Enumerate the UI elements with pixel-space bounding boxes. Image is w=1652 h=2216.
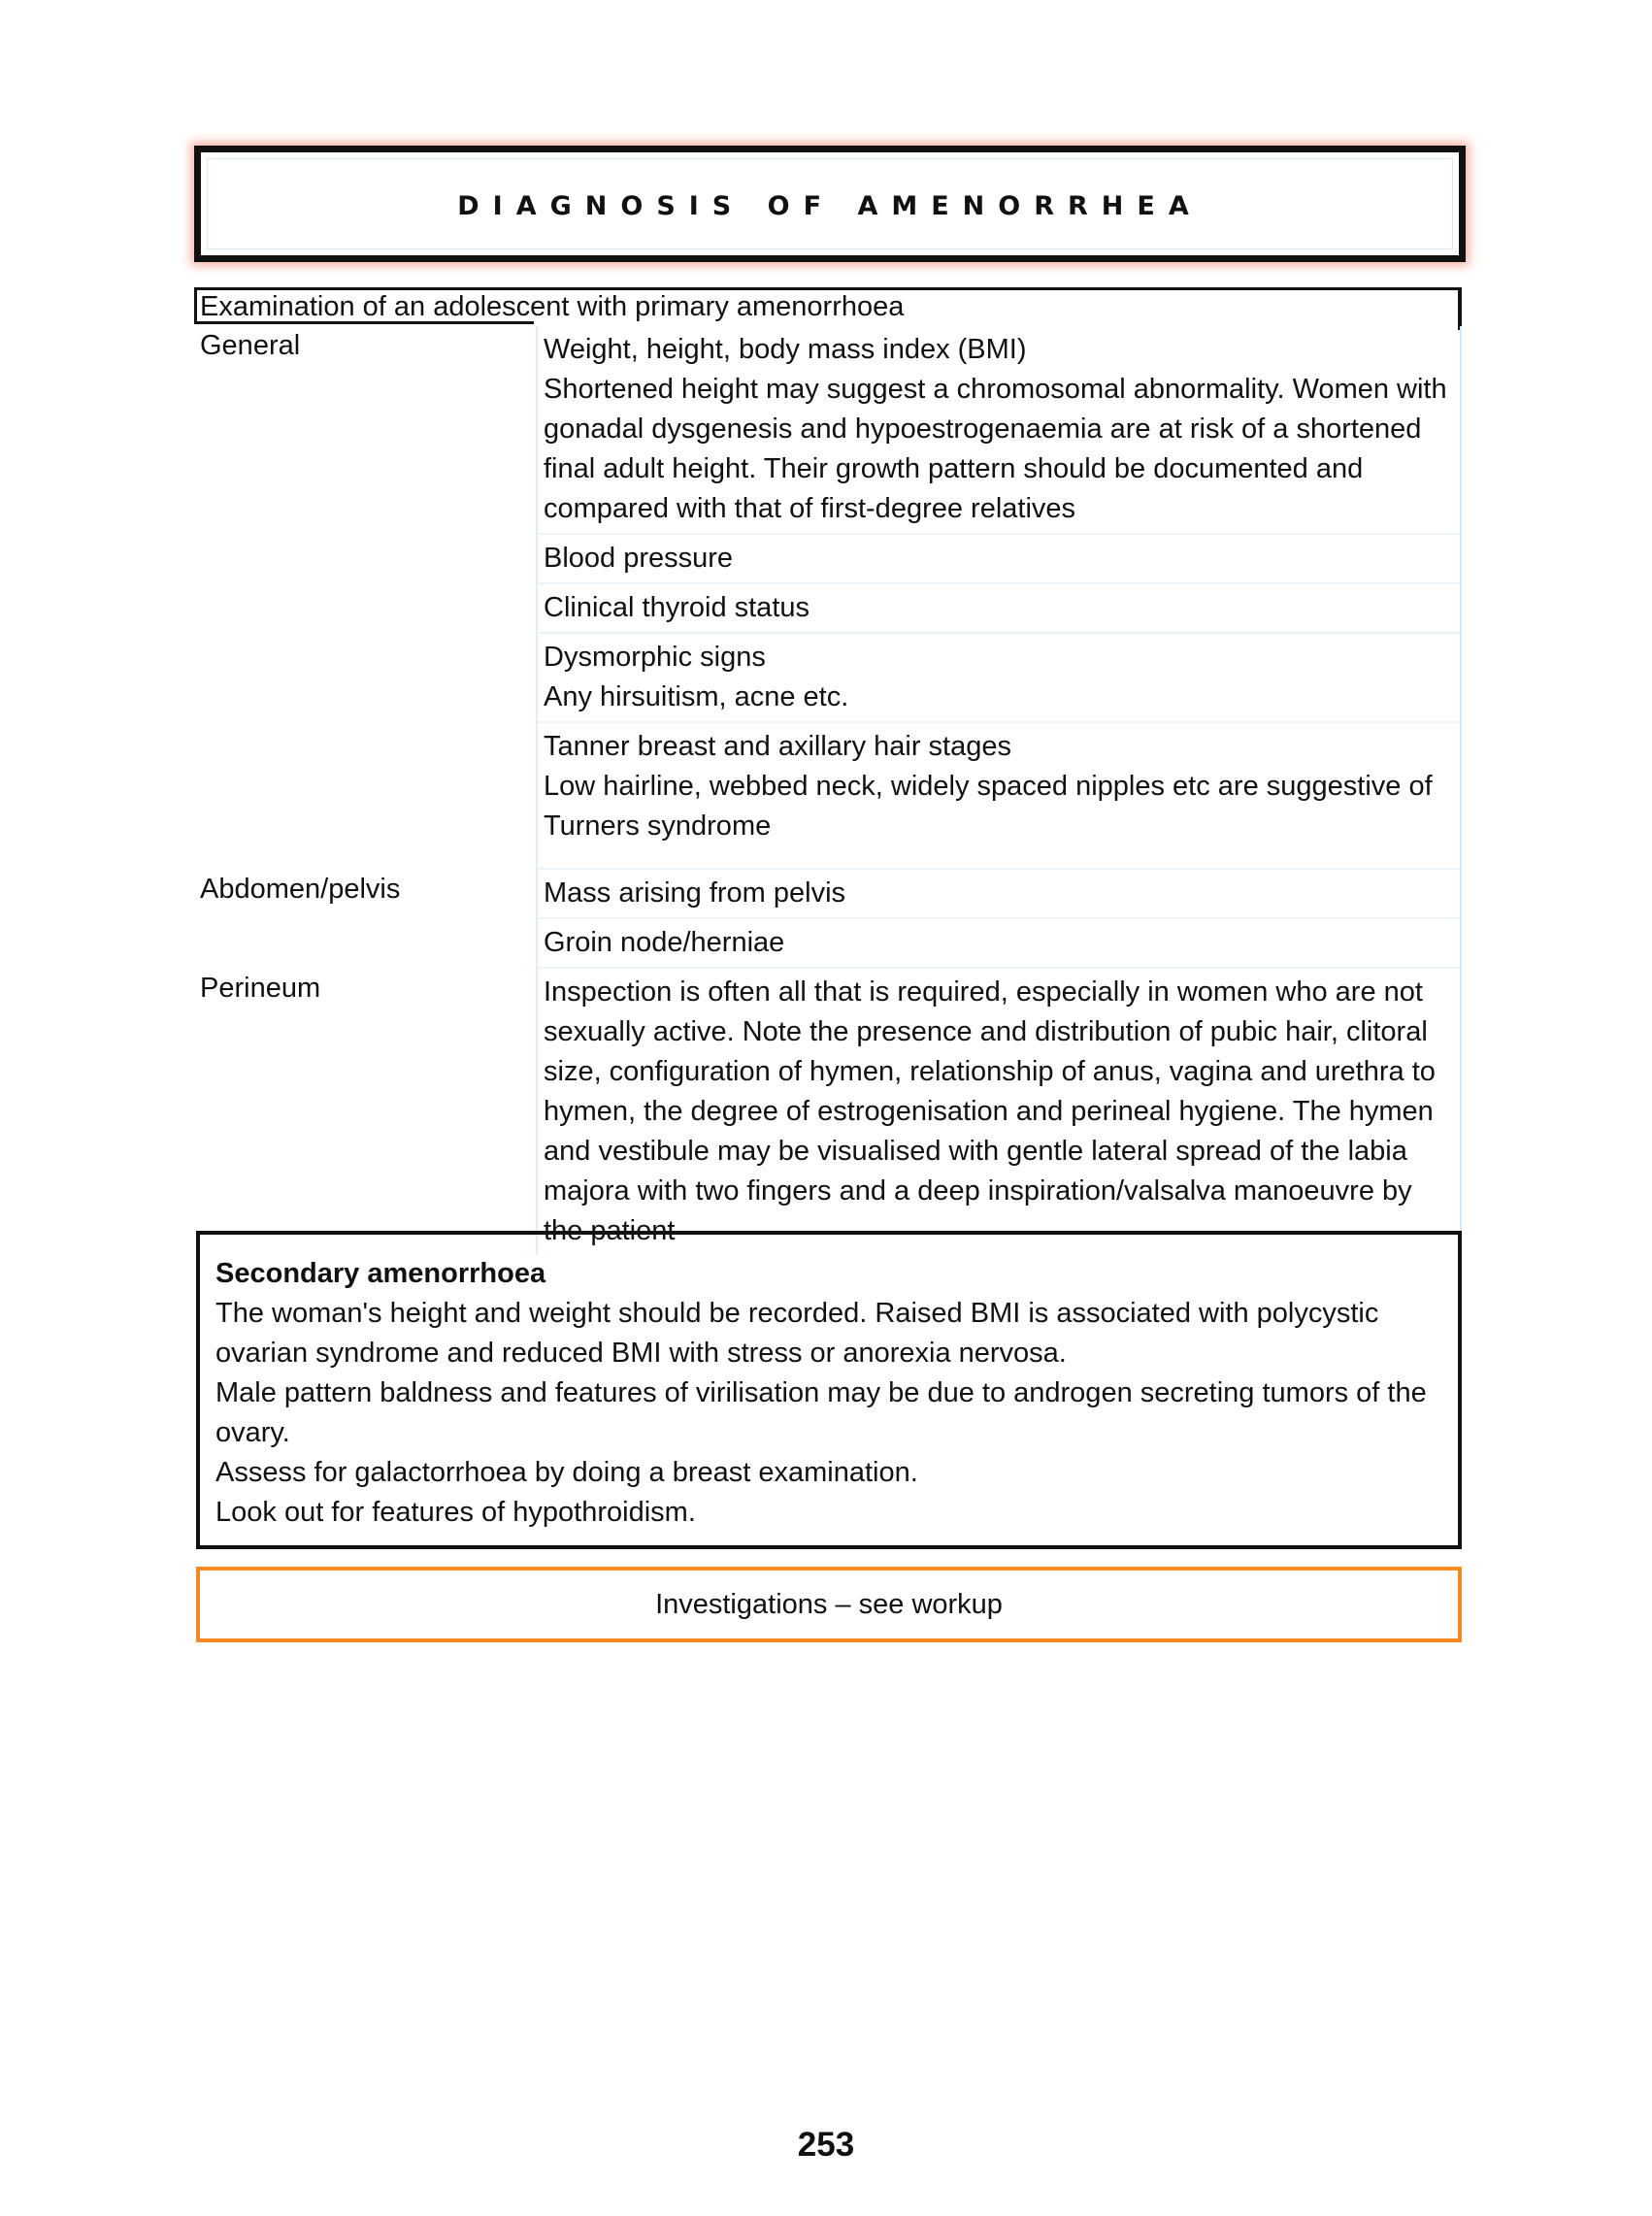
primary-amenorrhoea-exam-table	[194, 287, 1462, 1255]
cell-line: Any hirsuitism, acne etc.	[544, 681, 849, 712]
title-box	[194, 146, 1466, 262]
category-label: General	[200, 330, 301, 361]
cell-line: Mass arising from pelvis	[544, 877, 846, 909]
secondary-line: Male pattern baldness and features of virilisation may be due to androgen secreting tumors of the ovary.	[215, 1377, 1427, 1448]
section-cells	[536, 326, 1462, 870]
page-title: DIAGNOSIS OF AMENORRHEA	[457, 191, 1203, 221]
cell-line: Groin node/herniae	[544, 927, 785, 958]
category-label: Abdomen/pelvis	[200, 874, 401, 905]
table-cell	[538, 634, 1460, 723]
section-cells	[536, 870, 1462, 969]
section-perineum	[194, 969, 1462, 1255]
header-right-rule	[1458, 287, 1462, 330]
table-cell	[538, 969, 1460, 1255]
exam-table-header	[194, 287, 1462, 326]
category-label: Perineum	[200, 973, 321, 1004]
section-abdomen-pelvis	[194, 870, 1462, 969]
cell-line: Tanner breast and axillary hair stages	[544, 731, 1011, 762]
cell-line: Weight, height, body mass index (BMI)	[544, 334, 1027, 365]
table-cell	[538, 584, 1460, 634]
table-cell	[538, 919, 1460, 969]
exam-table-heading: Examination of an adolescent with primary amenorrhoea	[200, 291, 905, 322]
cell-line: Clinical thyroid status	[544, 592, 809, 623]
section-general	[194, 326, 1462, 870]
secondary-title: Secondary amenorrhoea	[215, 1258, 546, 1289]
secondary-line: Look out for features of hypothroidism.	[215, 1497, 696, 1528]
investigations-label: Investigations – see workup	[655, 1588, 1003, 1620]
secondary-line: The woman's height and weight should be recorded. Raised BMI is associated with polycystic ovarian syndrome and reduced BMI with stress or anorexia nervosa.	[215, 1298, 1379, 1369]
section-cells	[536, 969, 1462, 1255]
cell-line: Low hairline, webbed neck, widely spaced nipples etc are suggestive of Turners syndrome	[544, 771, 1433, 842]
secondary-line: Assess for galactorrhoea by doing a breast examination.	[215, 1457, 918, 1488]
cell-line: Shortened height may suggest a chromosomal abnormality. Women with gonadal dysgenesis and hypoestrogenaemia are at risk of a shortened final adult height. Their growth pattern should be documented and compared with that of first-degree relatives	[544, 374, 1447, 524]
cell-line: Blood pressure	[544, 543, 734, 574]
cell-line: Dysmorphic signs	[544, 642, 766, 673]
page-number: 253	[797, 2126, 855, 2164]
table-cell	[538, 723, 1460, 870]
table-cell	[538, 535, 1460, 584]
investigations-box	[196, 1567, 1462, 1642]
cell-line: Inspection is often all that is required, especially in women who are not sexually active. Note the presence and distribution of pubic hair, clitoral size, configuration of hymen, relationship of anus, vagina and urethra to hymen, the degree of estrogenisation and perineal hygiene. The hymen and vestibule may be visualised with gentle lateral spread of the labia majora with two fingers and a deep inspiration/valsalva manoeuvre by the patient	[544, 976, 1436, 1246]
secondary-amenorrhoea-box	[196, 1231, 1462, 1549]
table-cell	[538, 326, 1460, 535]
table-cell	[538, 870, 1460, 919]
